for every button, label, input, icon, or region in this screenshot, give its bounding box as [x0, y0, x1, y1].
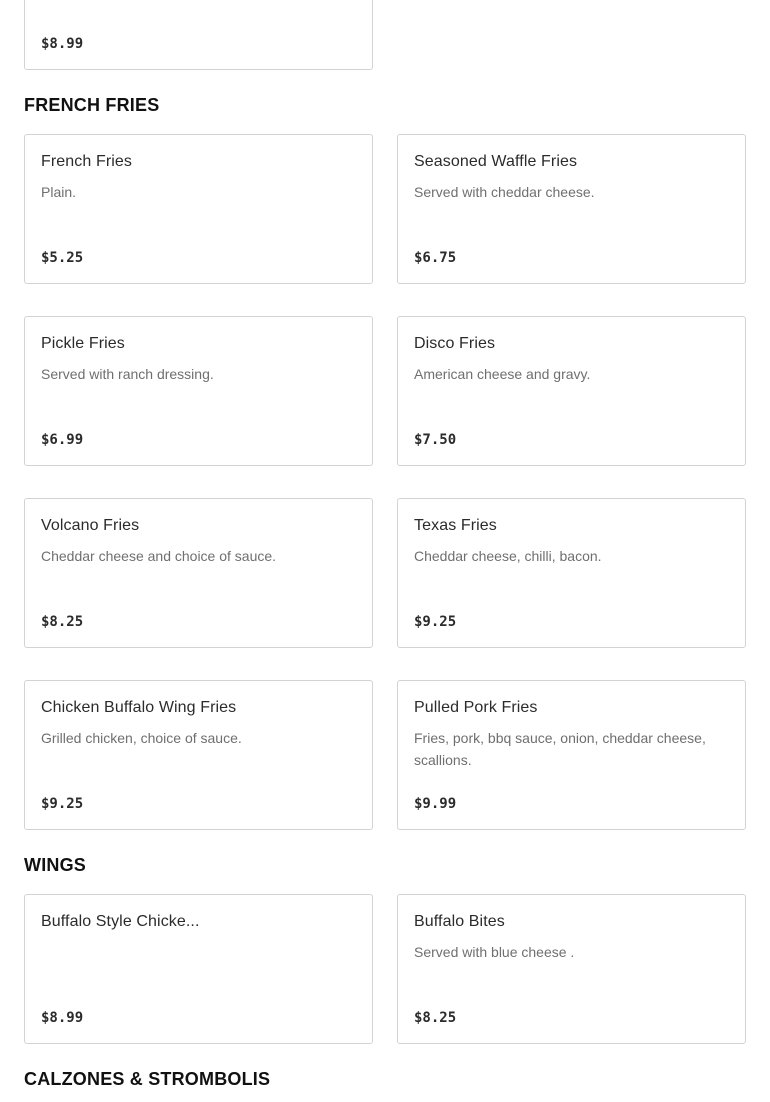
- menu-item-card[interactable]: [24, 134, 373, 284]
- menu-item-name: Volcano Fries: [41, 517, 140, 534]
- menu-item-card[interactable]: [24, 316, 373, 466]
- menu-item-price: $5.25: [41, 250, 84, 266]
- menu-item-description: Cheddar cheese, chilli, bacon.: [414, 548, 602, 564]
- menu-item-price: $9.99: [414, 796, 457, 812]
- menu-item-description: Cheddar cheese and choice of sauce.: [41, 548, 277, 564]
- menu-item-name: French Fries: [41, 153, 132, 170]
- menu-item-card[interactable]: [24, 498, 373, 648]
- menu-item-card[interactable]: [397, 498, 746, 648]
- menu-item-price: $7.50: [414, 432, 457, 448]
- menu-item-price: $8.25: [41, 614, 84, 630]
- menu-item-price: $8.99: [41, 1010, 84, 1026]
- menu-item-description: Grilled chicken, choice of sauce.: [41, 730, 242, 746]
- menu-item-description: Served with cheddar cheese.: [414, 184, 595, 200]
- menu-item-name: Pickle Fries: [41, 335, 125, 352]
- menu-item-description: American cheese and gravy.: [414, 366, 591, 382]
- menu-item-price: $8.99: [41, 36, 84, 52]
- menu-item-description: Plain.: [41, 184, 77, 200]
- section-title-french-fries: FRENCH FRIES: [24, 95, 160, 115]
- menu-item-name: Pulled Pork Fries: [414, 699, 538, 716]
- section-title-wings: WINGS: [24, 855, 86, 875]
- menu-item-card[interactable]: [397, 134, 746, 284]
- menu-item-price: $6.75: [414, 250, 457, 266]
- menu-item-name: Buffalo Style Chicke...: [41, 913, 200, 930]
- menu-item-price: $6.99: [41, 432, 84, 448]
- menu-item-name: Disco Fries: [414, 335, 496, 352]
- menu-item-card[interactable]: [24, 0, 373, 70]
- menu-item-card[interactable]: [397, 680, 746, 830]
- menu-item-description: Served with ranch dressing.: [41, 366, 214, 382]
- menu-item-name: Chicken Buffalo Wing Fries: [41, 699, 237, 716]
- menu-item-card[interactable]: [24, 894, 373, 1044]
- menu-item-price: $8.25: [414, 1010, 457, 1026]
- menu-item-name: Buffalo Bites: [414, 913, 505, 930]
- menu-item-card[interactable]: [24, 680, 373, 830]
- menu-item-description: Fries, pork, bbq sauce, onion, cheddar cheese, scallions.: [414, 730, 706, 768]
- section-title-calzones-strombolis: CALZONES & STROMBOLIS: [24, 1069, 271, 1089]
- menu-item-price: $9.25: [414, 614, 457, 630]
- menu-item-description: Served with blue cheese .: [414, 944, 575, 960]
- menu-item-price: $9.25: [41, 796, 84, 812]
- menu-item-name: Seasoned Waffle Fries: [414, 153, 578, 170]
- menu-item-card[interactable]: [397, 316, 746, 466]
- menu-item-name: Texas Fries: [414, 517, 497, 534]
- menu-item-card[interactable]: [397, 894, 746, 1044]
